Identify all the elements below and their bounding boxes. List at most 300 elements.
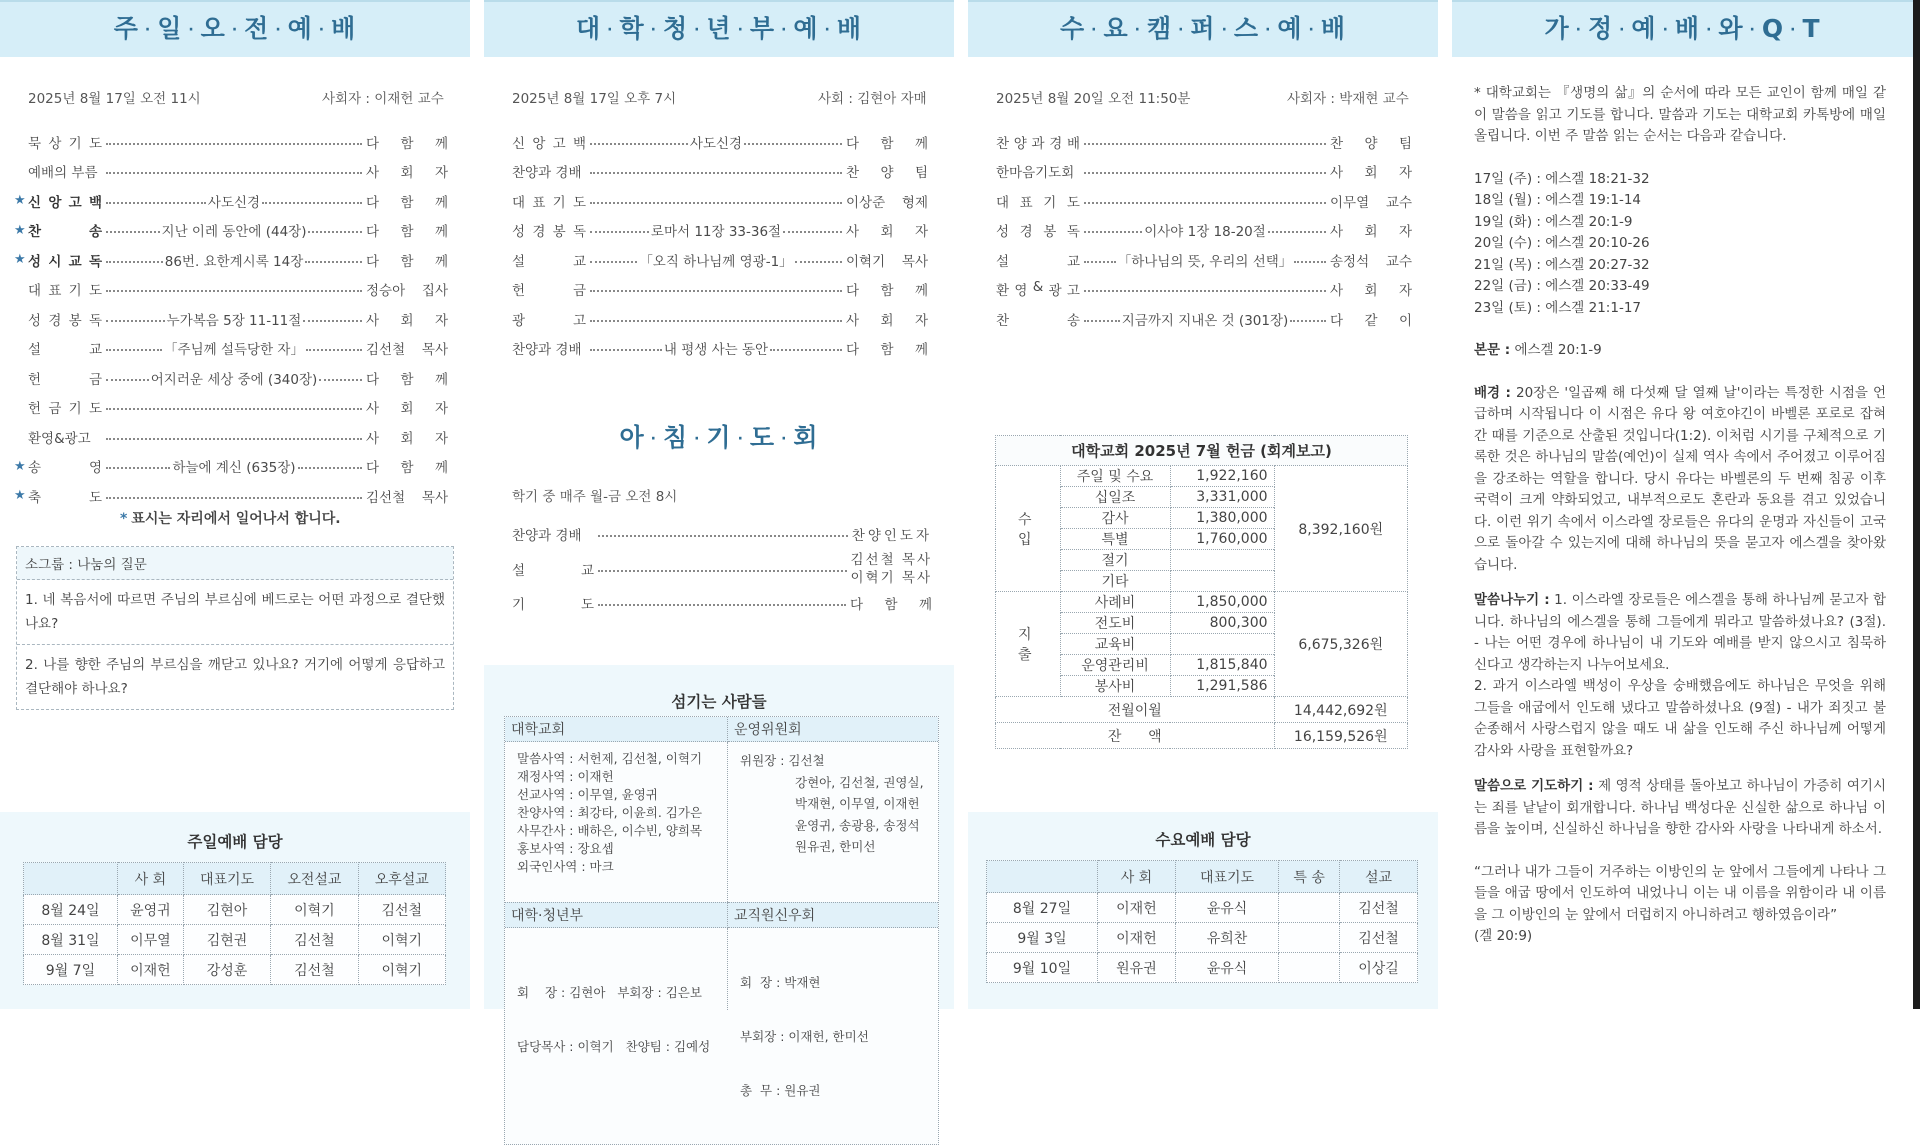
label-char: 도 (88, 401, 102, 418)
row-person (851, 551, 933, 587)
label-char: 상 (48, 135, 62, 152)
person-part: 사 (366, 430, 380, 447)
order-row (996, 275, 1412, 305)
leader-dots (306, 349, 362, 351)
expense-total: 6,675,326원 (1274, 592, 1407, 697)
label-char: 설 (28, 342, 42, 359)
title-char: 침 (662, 423, 689, 452)
label-char: 송 (1066, 312, 1080, 329)
person-part: 목사 (901, 253, 928, 270)
order-label (996, 250, 1080, 270)
duty-cell: 이재헌 (1098, 923, 1176, 953)
order-detail: 86번. 요한계시록 14장 (164, 253, 304, 270)
person-part: 께 (434, 371, 448, 388)
qt-sharing-2: 2. 과거 이스라엘 백성이 우상을 숭배했음에도 하나님은 무엇을 위해 그들을 애굽에서 인도해 냈다고 말씀하셨나요 (9절) - 내가 죄짓고 불순종해서 사랑스럽지 않을 때도 내 삶을 인도해 주신 하나님께 어떻게 감사와 사랑을 표현할까요? (1474, 678, 1886, 759)
wednesday-duty-table (986, 860, 1418, 983)
title-char: 대 (575, 14, 602, 43)
person-part: 김선철 (366, 342, 406, 359)
order-label (996, 161, 1080, 181)
duty-header-cell (24, 863, 118, 895)
label-char: 영 (88, 460, 102, 477)
order-label (996, 309, 1080, 329)
title-separator-dot: · (1221, 21, 1228, 38)
dot-leader (598, 531, 848, 537)
label-char: 성 (996, 224, 1010, 241)
preacher-2: 이혁기 목사 (850, 569, 932, 586)
reading-item: 20일 (수) : 에스겔 20:10-26 (1474, 235, 1650, 251)
person-part: 송정석 (1330, 253, 1370, 270)
title-char: 수 (1059, 14, 1086, 43)
label-char: 송 (88, 224, 102, 241)
label-char: 도 (88, 489, 102, 506)
leader-dots (1294, 261, 1326, 263)
order-person (366, 397, 448, 417)
wednesday-service-title (968, 0, 1438, 57)
leader-dots (590, 290, 842, 292)
person-part: 다 (366, 194, 380, 211)
preacher-1: 김선철 목사 (850, 551, 932, 568)
order-person (366, 456, 448, 476)
staff-line: 담당목사 : 이혁기 찬양팀 : 김예성 (517, 1039, 711, 1054)
leader-dots (106, 202, 206, 204)
dot-leader (590, 250, 842, 270)
leader-dots (106, 408, 362, 410)
income-item-name: 감사 (1060, 508, 1170, 529)
person-part: 사 (846, 224, 860, 241)
person-part: 다 (366, 371, 380, 388)
order-row (28, 304, 448, 334)
person-part: 회 (400, 401, 414, 418)
duty-cell (1279, 923, 1340, 953)
duty-cell: 김선철 (358, 895, 445, 925)
committee-members: 원유권, 한미선 (795, 839, 876, 854)
label-char: 광 (512, 312, 526, 329)
leader-dots (319, 379, 362, 381)
qt-background (1474, 383, 1886, 577)
duty-header-cell: 오후설교 (358, 863, 445, 895)
order-label (28, 191, 102, 211)
title-char: 청 (662, 14, 689, 43)
label-char: 묵 (28, 135, 42, 152)
person-part: 김선철 (366, 489, 406, 506)
family-qt-title (1452, 0, 1913, 57)
person-part: 회 (400, 430, 414, 447)
sunday-order-list (14, 127, 448, 511)
person-part: 회 (1364, 224, 1378, 241)
label-char: 대 (996, 194, 1010, 211)
leader-dots (590, 231, 649, 233)
title-char: 학 (619, 14, 645, 43)
leader-dots (308, 231, 362, 233)
leader-dots (106, 261, 163, 263)
title-char: 예 (793, 14, 819, 43)
label-char: 찬 (996, 312, 1010, 329)
duty-header-cell: 오전설교 (271, 863, 358, 895)
title-separator-dot: · (1308, 21, 1315, 38)
person-part: 찬 (1330, 135, 1344, 152)
person-part: 함 (400, 224, 414, 241)
order-person (846, 191, 928, 211)
small-group-box (16, 546, 454, 710)
youth-dept-body (505, 928, 728, 1054)
person-part: 회 (880, 224, 894, 241)
order-row (28, 275, 448, 305)
label-char: 도 (88, 283, 102, 300)
order-label (512, 279, 586, 299)
label-char: 백 (572, 135, 586, 152)
star-icon: ★ (14, 488, 26, 504)
prayer-label: 말씀으로 기도하기 : (1474, 778, 1594, 794)
order-label (28, 397, 102, 417)
qt-intro: * 대학교회는 『생명의 삶』의 순서에 따라 모든 교인이 함께 매일 같이 말씀을 읽고 기도를 합니다. 말씀과 기도는 대학교회 카톡방에 매일 올립니다. 이번 주 말씀 읽는 순서는 다음과 같습니다. (1474, 85, 1886, 144)
label-char: 표 (48, 283, 62, 300)
order-label (28, 220, 102, 240)
morning-prayer-row-3 (512, 589, 932, 619)
label-char: 고 (552, 135, 566, 152)
person-part: 자 (1398, 224, 1412, 241)
sharing-label: 말씀나누기 : (1474, 592, 1550, 608)
title-separator-dot: · (1790, 21, 1797, 38)
person-part: 함 (880, 135, 894, 152)
person-part: 목사 (421, 342, 448, 359)
background-label: 배경 : (1474, 384, 1511, 401)
label-char: 봉 (1043, 224, 1057, 241)
order-label (512, 250, 586, 270)
order-row (512, 334, 928, 364)
order-row (28, 157, 448, 187)
star-icon: ★ (14, 458, 26, 474)
row-person: 다 함 께 (850, 597, 932, 614)
label-char: 기 (1043, 194, 1057, 211)
title-separator-dot: · (275, 21, 282, 38)
dot-leader (106, 286, 362, 292)
reading-item: 17일 (주) : 에스겔 18:21-32 (1474, 170, 1650, 187)
title-char: 년 (706, 14, 732, 43)
duty-row (987, 893, 1418, 923)
staff-line: 외국인사역 : 마크 (517, 859, 614, 874)
order-person (366, 161, 448, 181)
person-part: 께 (434, 460, 448, 477)
label-char: 독 (88, 253, 102, 270)
order-row (14, 452, 448, 482)
label-char: 광 (1048, 283, 1062, 300)
order-person (366, 132, 448, 152)
label-char: 과 (1031, 135, 1045, 152)
duty-header-row (987, 861, 1418, 893)
morning-prayer-row-1 (512, 519, 932, 549)
order-person (1330, 132, 1412, 152)
qt-verse: “그러나 내가 그들이 거주하는 이방인의 눈 앞에서 그들에게 나타나 그들을 애굽 땅에서 인도하여 내었나니 이는 내 이름을 위함이라 내 이름을 그 이방인의 눈 앞에서 더럽히지 아니하려고 행하였음이라” (1474, 863, 1886, 923)
finance-report-table (995, 435, 1408, 749)
person-part: 사 (1330, 224, 1344, 241)
label-char: 교 (68, 253, 82, 270)
order-detail: 지금까지 지내온 것 (301장) (1121, 312, 1289, 329)
income-label: 수입 (996, 466, 1061, 592)
page-edge (1913, 0, 1920, 1009)
small-group-question-1: 1. 네 복음서에 따르면 주님의 부르심에 베드로는 어떤 과정으로 결단했나요? (17, 580, 453, 645)
committee-members: 박재현, 이무열, 이재헌 (795, 796, 920, 811)
dot-leader (106, 139, 362, 145)
title-char: 도 (749, 423, 776, 452)
duty-header-cell: 사 회 (1098, 861, 1176, 893)
order-person (846, 161, 928, 181)
title-separator-dot: · (694, 431, 701, 447)
duty-cell: 강성훈 (183, 955, 270, 985)
faculty-body (728, 928, 938, 1144)
faculty-header: 교직원신우회 (728, 902, 938, 928)
order-label (512, 220, 586, 240)
order-person (846, 250, 928, 270)
person-part: 다 (846, 283, 860, 300)
label-char: 성 (28, 312, 42, 329)
order-detail: 하늘에 계신 (635장) (172, 460, 296, 477)
leader-dots (783, 231, 842, 233)
income-item-amount: 1,380,000 (1170, 508, 1274, 529)
person-part: 함 (400, 135, 414, 152)
label-char: 신 (512, 135, 526, 152)
morning-prayer-title (484, 410, 954, 466)
person-part: 께 (434, 194, 448, 211)
duty-cell: 김선철 (1340, 923, 1418, 953)
dot-leader (590, 132, 842, 152)
row-label: 설 교 (512, 562, 594, 579)
person-part: 사 (366, 165, 380, 182)
label-char: 도 (572, 194, 586, 211)
duty-cell: 9월 3일 (987, 923, 1098, 953)
title-separator-dot: · (1134, 21, 1141, 38)
order-detail: 이사야 1장 18-20절 (1144, 224, 1266, 241)
order-person (366, 250, 448, 270)
order-person (1330, 279, 1412, 299)
leader-dots (1084, 261, 1116, 263)
wednesday-order-list (996, 127, 1412, 334)
reading-item: 19일 (화) : 에스겔 20:1-9 (1474, 213, 1633, 230)
duty-cell: 이재헌 (1098, 893, 1176, 923)
univ-church-body (505, 742, 728, 902)
duty-cell: 윤유식 (1175, 893, 1278, 923)
person-part: 회 (1364, 283, 1378, 300)
title-char: 기 (706, 423, 732, 452)
order-detail: 사도신경 (689, 135, 743, 152)
label-char: 예배의 부름 (28, 165, 98, 182)
order-person (366, 368, 448, 388)
order-row (996, 157, 1412, 187)
label-char: 송 (28, 460, 42, 477)
duty-row (987, 923, 1418, 953)
duty-header-cell: 대표기도 (183, 863, 270, 895)
dot-leader (1084, 198, 1326, 204)
reading-item: 22일 (금) : 에스겔 20:33-49 (1474, 278, 1650, 294)
wednesday-duty-title: 수요예배 담당 (1155, 831, 1251, 849)
label-char: 시 (48, 253, 62, 270)
label-char: 헌 (512, 283, 526, 300)
carryover-label: 전월이월 (996, 697, 1275, 723)
order-person (366, 279, 448, 299)
label-char: 대 (28, 283, 42, 300)
person-part: 교수 (1385, 253, 1412, 270)
title-separator-dot: · (231, 21, 239, 38)
dot-leader (590, 168, 842, 174)
reading-list (1474, 169, 1886, 320)
label-char: 기 (552, 194, 566, 211)
order-label (28, 279, 102, 299)
finance-title-row (996, 436, 1408, 466)
order-label (996, 220, 1080, 240)
expense-item-amount: 1,291,586 (1170, 676, 1274, 697)
order-person (366, 427, 448, 447)
title-char: 주 (113, 14, 139, 43)
title-char: 캠 (1146, 14, 1173, 43)
dot-leader (590, 198, 842, 204)
expense-item-amount: 1,815,840 (1170, 655, 1274, 676)
title-char: 배 (331, 14, 357, 43)
label-char: 봉 (552, 224, 566, 241)
dot-leader (106, 220, 362, 240)
person-part: 께 (914, 283, 928, 300)
dot-leader (1084, 139, 1326, 145)
person-part: 같 (1364, 312, 1378, 329)
leader-dots (590, 349, 662, 351)
person-part: 다 (846, 135, 860, 152)
order-row (996, 216, 1412, 246)
committee-members: 강현아, 김선철, 권영실, (795, 774, 924, 790)
title-separator-dot: · (650, 21, 657, 38)
label-char: 금 (88, 371, 102, 388)
person-part: 께 (434, 253, 448, 270)
leader-dots (106, 349, 162, 351)
committee-chair: 위원장 : 김선철 (740, 753, 825, 768)
order-label (996, 191, 1080, 211)
order-person (1330, 309, 1412, 329)
staff-line: 말씀사역 : 서헌제, 김선철, 이혁기 (517, 751, 703, 766)
order-row (512, 157, 928, 187)
person-part: 자 (914, 224, 928, 241)
star-icon: * (120, 511, 128, 527)
order-person (1330, 220, 1412, 240)
wednesday-leader: 사회자 : 박재현 교수 (1287, 91, 1409, 107)
leader-dots (590, 320, 842, 322)
label-char: 찬 (28, 224, 42, 241)
income-item-name: 기타 (1060, 571, 1170, 592)
row-label: 기 도 (512, 597, 594, 614)
leader-dots (590, 143, 688, 145)
title-separator-dot: · (824, 21, 831, 38)
label-char: 표 (532, 194, 546, 211)
dot-leader (598, 600, 846, 606)
dot-leader (106, 309, 362, 329)
qt-verse-ref: (겔 20:9) (1474, 928, 1533, 944)
leader-dots (1268, 231, 1326, 233)
youth-dept-header: 대학·청년부 (505, 902, 728, 928)
person-part: 이무열 (1330, 194, 1370, 211)
duty-cell: 유희찬 (1175, 923, 1278, 953)
title-separator-dot: · (781, 431, 788, 447)
order-label (996, 279, 1080, 299)
person-part: 께 (434, 135, 448, 152)
order-person (366, 309, 448, 329)
person-part: 팀 (914, 165, 928, 182)
dot-leader (1084, 220, 1326, 240)
title-separator-dot: · (650, 431, 657, 447)
order-row (28, 422, 448, 452)
dot-leader (1084, 286, 1326, 292)
title-separator-dot: · (1265, 21, 1272, 38)
person-part: 함 (400, 371, 414, 388)
leader-dots (106, 497, 362, 499)
order-detail: 지난 이레 동안에 (44장) (161, 224, 307, 241)
expense-item-name: 운영관리비 (1060, 655, 1170, 676)
staff-line: 찬양사역 : 최강타, 이윤희. 김가은 (517, 805, 703, 820)
label-char: 배 (1066, 135, 1080, 152)
duty-row (24, 925, 446, 955)
income-item-amount (1170, 550, 1274, 571)
person-part: 목사 (421, 489, 448, 506)
label-char: 기 (68, 283, 82, 300)
person-part: 정승아 (366, 283, 406, 300)
leader-dots (1084, 231, 1142, 233)
leader-dots (1084, 172, 1326, 174)
order-label (512, 191, 586, 211)
morning-prayer-row-2 (512, 549, 932, 589)
title-char: 배 (1674, 14, 1701, 43)
order-label (28, 338, 102, 358)
title-char: Q (1761, 14, 1785, 43)
title-separator-dot: · (737, 431, 744, 447)
person-part: 팀 (1398, 135, 1412, 152)
duty-cell: 이혁기 (358, 955, 445, 985)
label-char: 찬양과 경배 (512, 342, 582, 359)
title-separator-dot: · (318, 21, 326, 38)
expense-item-amount: 1,850,000 (1170, 592, 1274, 613)
dot-leader (106, 404, 362, 410)
label-char: 독 (88, 312, 102, 329)
label-char: 기 (68, 401, 82, 418)
order-person (846, 132, 928, 152)
person-part: 회 (880, 312, 894, 329)
person-part: 자 (434, 401, 448, 418)
order-row (512, 245, 928, 275)
carryover-value: 14,442,692원 (1274, 697, 1407, 723)
balance-row (996, 723, 1408, 749)
title-separator-dot: · (1749, 21, 1756, 38)
label-char: 찬 (996, 135, 1010, 152)
order-person (1330, 191, 1412, 211)
title-char: 정 (1587, 14, 1614, 43)
duty-cell: 이혁기 (358, 925, 445, 955)
standing-note (120, 508, 341, 528)
person-part: 다 (846, 342, 860, 359)
person-part: 함 (880, 283, 894, 300)
label-char: 신 (28, 194, 42, 211)
person-part: 이상준 (846, 194, 886, 211)
staff-line: 사무간사 : 배하은, 이수빈, 양희목 (517, 823, 703, 838)
label-char: 성 (28, 253, 42, 270)
person-part: 자 (1398, 165, 1412, 182)
label-char: 독 (572, 224, 586, 241)
order-row (996, 127, 1412, 157)
order-row (28, 363, 448, 393)
label-char: 찬양과 경배 (512, 165, 582, 182)
reading-item: 23일 (토) : 에스겔 21:1-17 (1474, 299, 1641, 316)
dot-leader (1084, 168, 1326, 174)
label-char: 설 (512, 253, 526, 270)
label-char: 설 (996, 253, 1010, 270)
order-label (512, 132, 586, 152)
person-part: 자 (434, 312, 448, 329)
duty-cell: 김선철 (1340, 893, 1418, 923)
sunday-duty-title: 주일예배 담당 (187, 833, 283, 851)
youth-order-list (512, 127, 928, 363)
